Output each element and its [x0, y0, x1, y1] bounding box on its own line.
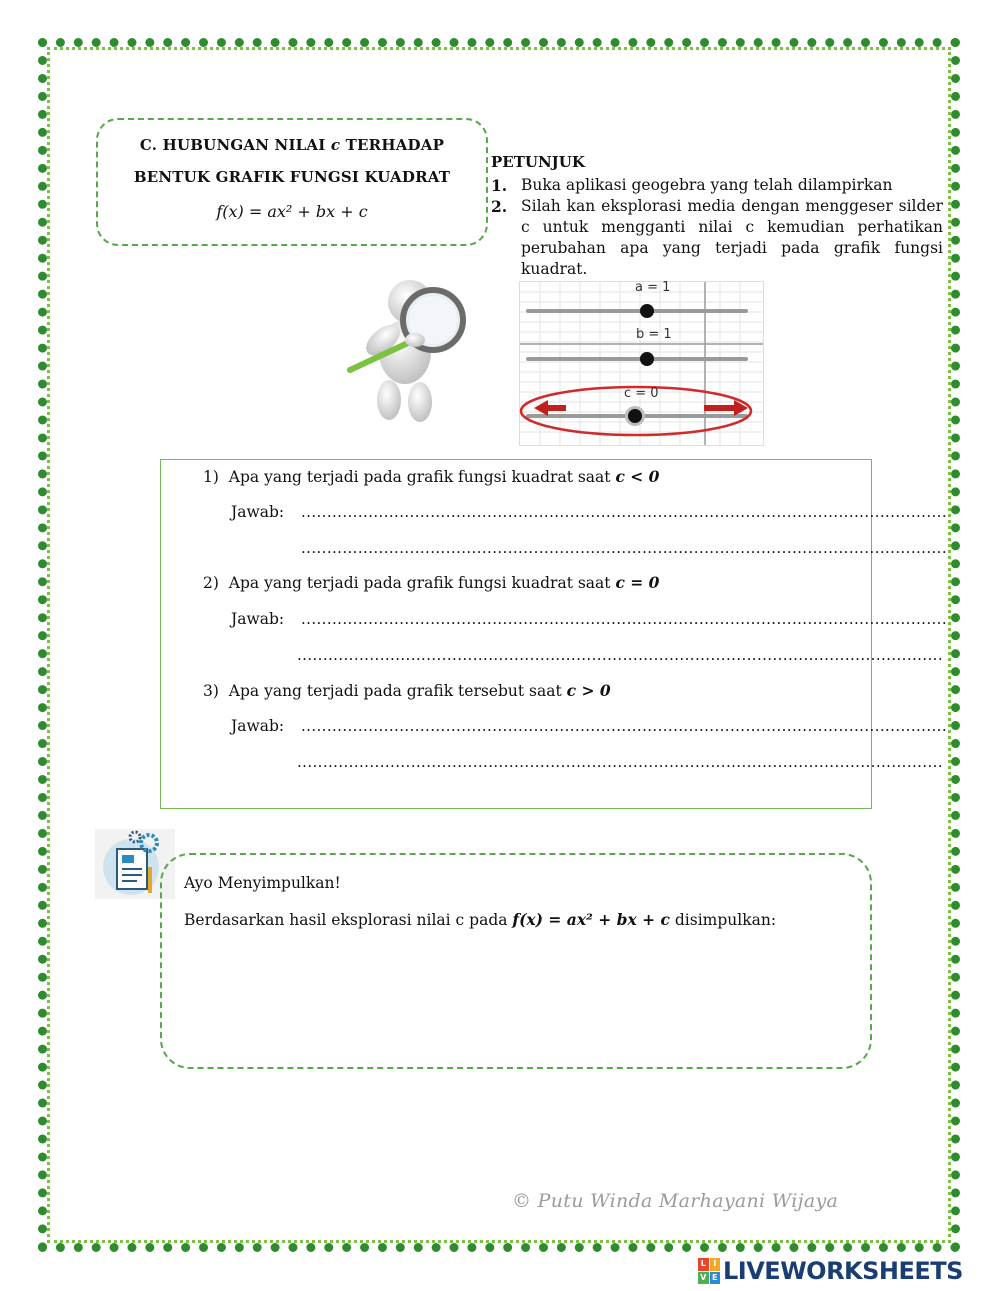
question-2: [203, 573, 659, 592]
answer-line-3a[interactable]: .............................................................................................................................: [301, 717, 948, 735]
question-condition: c = 0: [615, 573, 660, 592]
geogebra-sliders-image: [519, 281, 764, 446]
liveworksheets-logo: [698, 1256, 963, 1286]
answer-line-2b[interactable]: .............................................................................................................................: [297, 646, 944, 664]
question-text: Apa yang terjadi pada grafik tersebut saat: [228, 682, 562, 700]
step-number: 2.: [491, 197, 508, 216]
petunjuk-step-1: [491, 175, 943, 197]
question-text: Apa yang terjadi pada grafik fungsi kuadrat saat: [228, 468, 611, 486]
section-title-box: [96, 118, 488, 246]
section-title-pre: C. HUBUNGAN NILAI: [139, 136, 331, 154]
badge-letter: E: [710, 1272, 721, 1285]
step-text: Silah kan eksplorasi media dengan menggeser silder c untuk mengganti nilai c kemudian perhatikan perubahan apa yang terjadi pada grafik fungsi kuadrat.: [521, 197, 943, 278]
petunjuk-step-2: [491, 196, 943, 284]
section-title-line-2: BENTUK GRAFIK FUNGSI KUADRAT: [133, 168, 451, 186]
liveworksheets-badge: [698, 1258, 720, 1284]
conclusion-prompt: [184, 910, 776, 929]
slider-c-label: c = 0: [624, 386, 659, 401]
petunjuk-heading: PETUNJUK: [491, 153, 585, 171]
badge-letter: V: [698, 1272, 709, 1285]
slider-b-label: b = 1: [636, 327, 672, 342]
section-title-post: TERHADAP: [340, 136, 445, 154]
title-formula: f(x) = ax² + bx + c: [216, 202, 368, 221]
step-text: Buka aplikasi geogebra yang telah dilampirkan: [521, 176, 893, 194]
question-condition: c < 0: [615, 467, 660, 486]
question-condition: c > 0: [566, 681, 611, 700]
conclusion-box: [160, 853, 872, 1069]
liveworksheets-wordmark: LIVEWORKSHEETS: [723, 1257, 963, 1285]
conclusion-text-post: disimpulkan:: [674, 911, 777, 929]
question-text: Apa yang terjadi pada grafik fungsi kuadrat saat: [228, 574, 611, 592]
magnifier-person-illustration: [325, 272, 495, 427]
step-number: 1.: [491, 176, 508, 195]
answer-label-3: Jawab:: [231, 717, 285, 735]
question-number: 2): [203, 574, 219, 592]
slider-a-label: a = 1: [635, 280, 671, 295]
slider-grid: [520, 282, 763, 445]
answer-line-2a[interactable]: .............................................................................................................................: [301, 610, 948, 628]
answer-line-1b[interactable]: .............................................................................................................................: [301, 539, 948, 557]
section-title-var: c: [330, 136, 341, 154]
conclusion-heading: Ayo Menyimpulkan!: [184, 874, 341, 892]
answer-line-3b[interactable]: .............................................................................................................................: [297, 753, 944, 771]
badge-letter: I: [710, 1258, 721, 1271]
conclusion-answer-area[interactable]: [184, 945, 844, 1045]
question-number: 3): [203, 682, 219, 700]
badge-letter: L: [698, 1258, 709, 1271]
answer-line-1a[interactable]: .............................................................................................................................: [301, 503, 948, 521]
questions-box: [160, 459, 948, 809]
question-3: [203, 681, 611, 700]
conclusion-text-pre: Berdasarkan hasil eksplorasi nilai c pada: [184, 911, 508, 929]
question-1: [203, 467, 659, 486]
answer-label-1: Jawab:: [231, 503, 285, 521]
copyright-text: © Putu Winda Marhayani Wijaya: [512, 1190, 839, 1212]
conclusion-formula: f(x) = ax² + bx + c: [512, 910, 670, 929]
answer-label-2: Jawab:: [231, 610, 285, 628]
section-title-line-1: [98, 136, 486, 154]
question-number: 1): [203, 468, 219, 486]
